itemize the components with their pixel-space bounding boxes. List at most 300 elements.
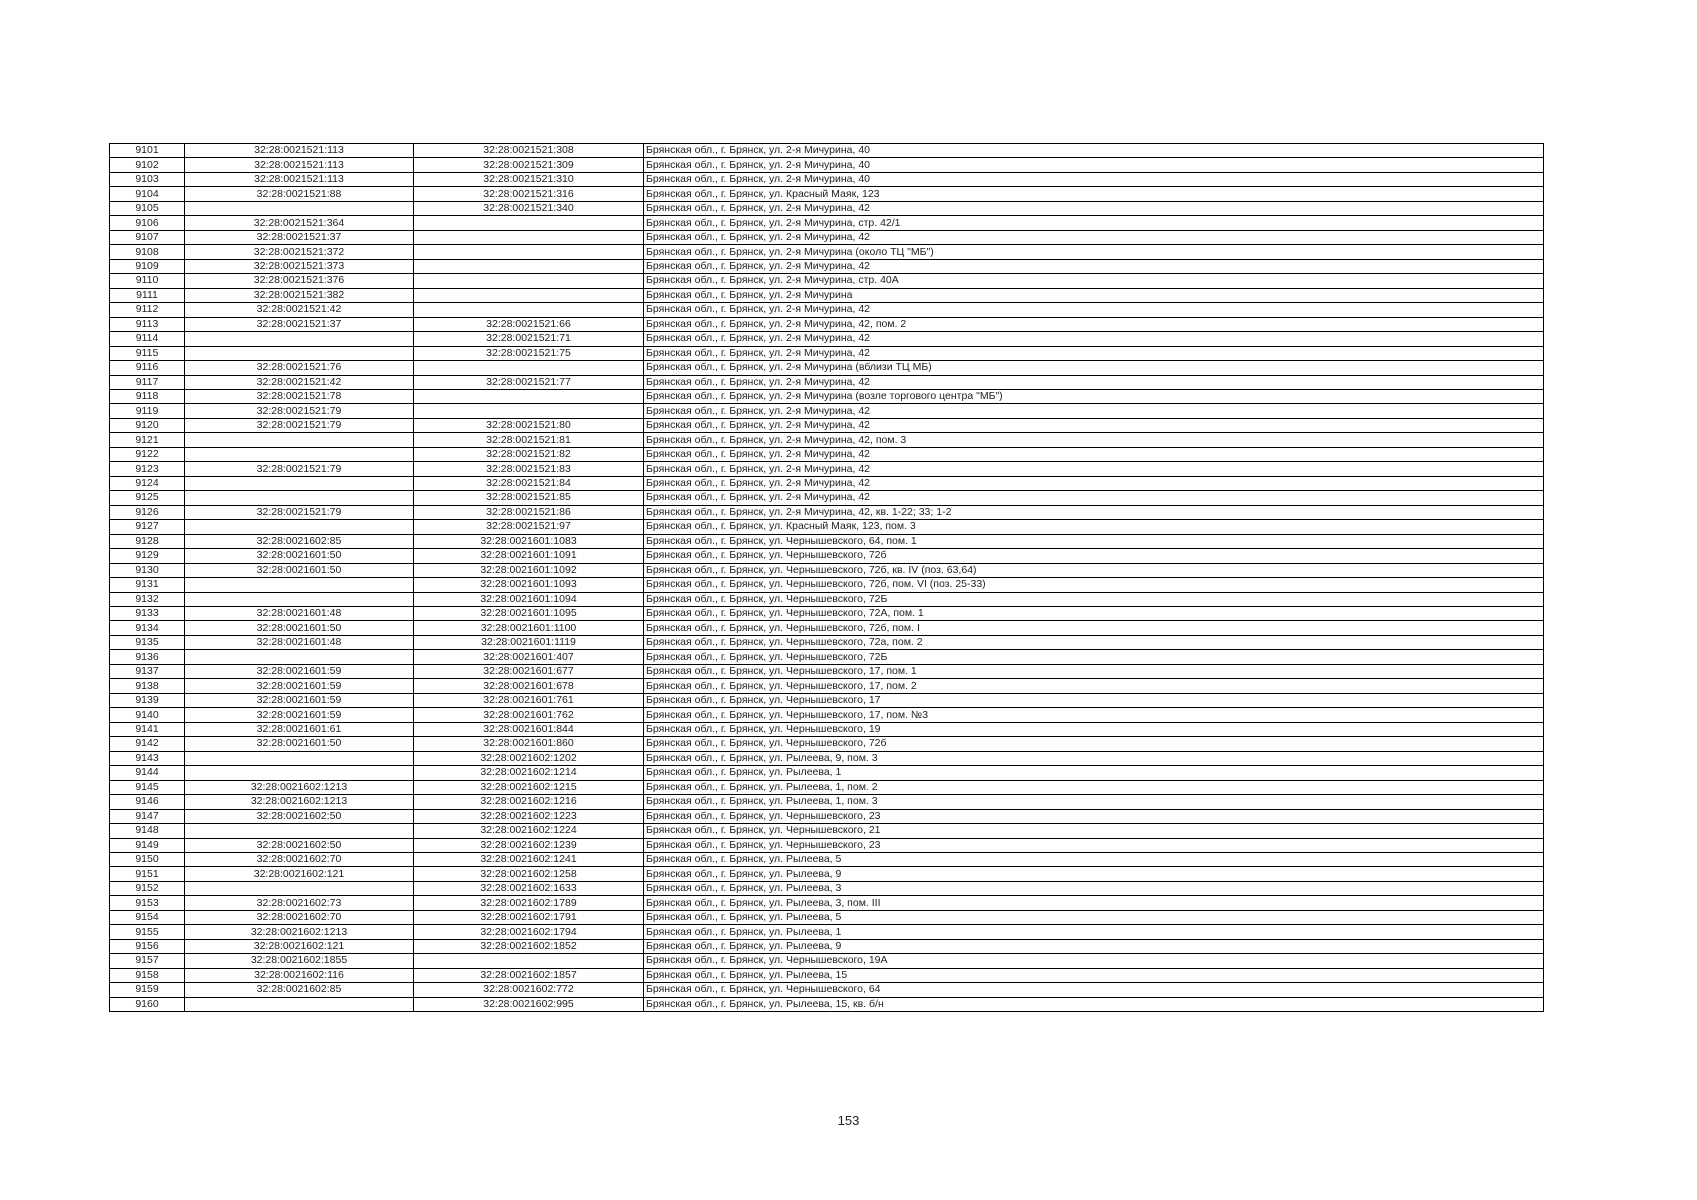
object-number-cell: 32:28:0021602:1224	[414, 824, 644, 838]
page-number: 153	[837, 1113, 860, 1128]
row-number-cell: 9149	[110, 838, 185, 852]
parcel-number-cell: 32:28:0021602:1855	[185, 954, 414, 968]
parcel-number-cell: 32:28:0021521:42	[185, 375, 414, 389]
parcel-number-cell: 32:28:0021602:70	[185, 852, 414, 866]
row-number-cell: 9136	[110, 650, 185, 664]
row-number-cell: 9102	[110, 158, 185, 172]
address-cell: Брянская обл., г. Брянск, ул. Чернышевского, 17, пом. 1	[644, 664, 1544, 678]
address-cell: Брянская обл., г. Брянск, ул. Чернышевского, 19А	[644, 954, 1544, 968]
table-row	[110, 476, 1544, 490]
row-number-cell: 9110	[110, 274, 185, 288]
address-cell: Брянская обл., г. Брянск, ул. Чернышевского, 17	[644, 693, 1544, 707]
object-number-cell	[414, 288, 644, 302]
row-number-cell: 9127	[110, 520, 185, 534]
object-number-cell: 32:28:0021521:310	[414, 172, 644, 186]
address-cell: Брянская обл., г. Брянск, ул. Чернышевского, 21	[644, 824, 1544, 838]
table-row	[110, 708, 1544, 722]
parcel-number-cell	[185, 476, 414, 490]
table-row	[110, 389, 1544, 403]
object-number-cell: 32:28:0021602:1852	[414, 939, 644, 953]
table-row	[110, 317, 1544, 331]
row-number-cell: 9113	[110, 317, 185, 331]
row-number-cell: 9103	[110, 172, 185, 186]
object-number-cell: 32:28:0021602:1223	[414, 809, 644, 823]
row-number-cell: 9124	[110, 476, 185, 490]
row-number-cell: 9108	[110, 245, 185, 259]
row-number-cell: 9153	[110, 896, 185, 910]
object-number-cell: 32:28:0021602:1633	[414, 881, 644, 895]
parcel-number-cell	[185, 650, 414, 664]
table-row	[110, 824, 1544, 838]
table-row	[110, 737, 1544, 751]
parcel-number-cell: 32:28:0021602:70	[185, 910, 414, 924]
object-number-cell	[414, 954, 644, 968]
address-cell: Брянская обл., г. Брянск, ул. Красный Маяк, 123	[644, 187, 1544, 201]
row-number-cell: 9157	[110, 954, 185, 968]
row-number-cell: 9141	[110, 722, 185, 736]
row-number-cell: 9115	[110, 346, 185, 360]
row-number-cell: 9154	[110, 910, 185, 924]
object-number-cell: 32:28:0021521:97	[414, 520, 644, 534]
address-cell: Брянская обл., г. Брянск, ул. Чернышевского, 17, пом. 2	[644, 679, 1544, 693]
parcel-number-cell: 32:28:0021602:1213	[185, 925, 414, 939]
object-number-cell: 32:28:0021601:1119	[414, 635, 644, 649]
table-row	[110, 766, 1544, 780]
parcel-number-cell: 32:28:0021521:113	[185, 172, 414, 186]
address-cell: Брянская обл., г. Брянск, ул. 2-я Мичурина, 42	[644, 230, 1544, 244]
object-number-cell: 32:28:0021601:1091	[414, 549, 644, 563]
row-number-cell: 9118	[110, 389, 185, 403]
cadastral-table	[109, 143, 1544, 1012]
object-number-cell: 32:28:0021521:83	[414, 462, 644, 476]
address-cell: Брянская обл., г. Брянск, ул. 2-я Мичурина	[644, 288, 1544, 302]
row-number-cell: 9144	[110, 766, 185, 780]
table-row	[110, 418, 1544, 432]
table-row	[110, 245, 1544, 259]
object-number-cell	[414, 389, 644, 403]
address-cell: Брянская обл., г. Брянск, ул. Рылеева, 1, пом. 3	[644, 795, 1544, 809]
parcel-number-cell	[185, 447, 414, 461]
object-number-cell: 32:28:0021601:860	[414, 737, 644, 751]
parcel-number-cell	[185, 824, 414, 838]
object-number-cell: 32:28:0021601:1095	[414, 607, 644, 621]
row-number-cell: 9147	[110, 809, 185, 823]
parcel-number-cell: 32:28:0021521:78	[185, 389, 414, 403]
table-row	[110, 259, 1544, 273]
address-cell: Брянская обл., г. Брянск, ул. 2-я Мичурина (около ТЦ "МБ")	[644, 245, 1544, 259]
address-cell: Брянская обл., г. Брянск, ул. Чернышевского, 72б, кв. IV (поз. 63,64)	[644, 563, 1544, 577]
parcel-number-cell: 32:28:0021521:76	[185, 361, 414, 375]
object-number-cell	[414, 274, 644, 288]
object-number-cell: 32:28:0021601:762	[414, 708, 644, 722]
table-row	[110, 433, 1544, 447]
address-cell: Брянская обл., г. Брянск, ул. Рылеева, 3	[644, 881, 1544, 895]
parcel-number-cell: 32:28:0021521:372	[185, 245, 414, 259]
row-number-cell: 9123	[110, 462, 185, 476]
address-cell: Брянская обл., г. Брянск, ул. Рылеева, 1	[644, 925, 1544, 939]
object-number-cell	[414, 230, 644, 244]
address-cell: Брянская обл., г. Брянск, ул. 2-я Мичурина, 40	[644, 172, 1544, 186]
address-cell: Брянская обл., г. Брянск, ул. Рылеева, 5	[644, 852, 1544, 866]
address-cell: Брянская обл., г. Брянск, ул. Рылеева, 9	[644, 867, 1544, 881]
table-row	[110, 852, 1544, 866]
table-row	[110, 780, 1544, 794]
object-number-cell: 32:28:0021602:1214	[414, 766, 644, 780]
table-row	[110, 809, 1544, 823]
object-number-cell: 32:28:0021601:1083	[414, 534, 644, 548]
table-row	[110, 722, 1544, 736]
row-number-cell: 9151	[110, 867, 185, 881]
row-number-cell: 9104	[110, 187, 185, 201]
parcel-number-cell	[185, 881, 414, 895]
address-cell: Брянская обл., г. Брянск, ул. Чернышевского, 23	[644, 809, 1544, 823]
parcel-number-cell: 32:28:0021601:59	[185, 679, 414, 693]
parcel-number-cell: 32:28:0021521:364	[185, 216, 414, 230]
parcel-number-cell	[185, 201, 414, 215]
parcel-number-cell: 32:28:0021601:50	[185, 737, 414, 751]
row-number-cell: 9107	[110, 230, 185, 244]
parcel-number-cell	[185, 346, 414, 360]
object-number-cell: 32:28:0021602:1215	[414, 780, 644, 794]
object-number-cell	[414, 245, 644, 259]
row-number-cell: 9138	[110, 679, 185, 693]
parcel-number-cell: 32:28:0021602:85	[185, 983, 414, 997]
table-row	[110, 505, 1544, 519]
address-cell: Брянская обл., г. Брянск, ул. Чернышевского, 72б	[644, 549, 1544, 563]
row-number-cell: 9145	[110, 780, 185, 794]
address-cell: Брянская обл., г. Брянск, ул. 2-я Мичурина (возле торгового центра "МБ")	[644, 389, 1544, 403]
row-number-cell: 9116	[110, 361, 185, 375]
parcel-number-cell: 32:28:0021521:376	[185, 274, 414, 288]
parcel-number-cell: 32:28:0021521:42	[185, 303, 414, 317]
table-row	[110, 361, 1544, 375]
object-number-cell: 32:28:0021602:1239	[414, 838, 644, 852]
table-row	[110, 838, 1544, 852]
row-number-cell: 9146	[110, 795, 185, 809]
object-number-cell: 32:28:0021602:1216	[414, 795, 644, 809]
object-number-cell	[414, 404, 644, 418]
object-number-cell: 32:28:0021521:84	[414, 476, 644, 490]
parcel-number-cell: 32:28:0021601:59	[185, 708, 414, 722]
table-row	[110, 679, 1544, 693]
object-number-cell: 32:28:0021601:1093	[414, 578, 644, 592]
table-row	[110, 274, 1544, 288]
object-number-cell: 32:28:0021602:1241	[414, 852, 644, 866]
table-row	[110, 404, 1544, 418]
parcel-number-cell	[185, 520, 414, 534]
row-number-cell: 9152	[110, 881, 185, 895]
table-row	[110, 491, 1544, 505]
row-number-cell: 9131	[110, 578, 185, 592]
address-cell: Брянская обл., г. Брянск, ул. 2-я Мичурина, 42, пом. 2	[644, 317, 1544, 331]
parcel-number-cell	[185, 578, 414, 592]
row-number-cell: 9135	[110, 635, 185, 649]
row-number-cell: 9117	[110, 375, 185, 389]
table-row	[110, 635, 1544, 649]
parcel-number-cell: 32:28:0021602:50	[185, 809, 414, 823]
row-number-cell: 9133	[110, 607, 185, 621]
address-cell: Брянская обл., г. Брянск, ул. 2-я Мичурина (вблизи ТЦ МБ)	[644, 361, 1544, 375]
object-number-cell: 32:28:0021521:85	[414, 491, 644, 505]
table-row	[110, 332, 1544, 346]
parcel-number-cell: 32:28:0021602:1213	[185, 780, 414, 794]
table-row	[110, 925, 1544, 939]
table-row	[110, 303, 1544, 317]
object-number-cell: 32:28:0021602:1789	[414, 896, 644, 910]
table-row	[110, 520, 1544, 534]
object-number-cell: 32:28:0021521:340	[414, 201, 644, 215]
table-row	[110, 621, 1544, 635]
table-row	[110, 592, 1544, 606]
table-row	[110, 172, 1544, 186]
object-number-cell	[414, 259, 644, 273]
address-cell: Брянская обл., г. Брянск, ул. Рылеева, 9	[644, 939, 1544, 953]
parcel-number-cell: 32:28:0021521:373	[185, 259, 414, 273]
address-cell: Брянская обл., г. Брянск, ул. 2-я Мичурина, 40	[644, 158, 1544, 172]
parcel-number-cell: 32:28:0021601:50	[185, 621, 414, 635]
row-number-cell: 9130	[110, 563, 185, 577]
table-row	[110, 693, 1544, 707]
address-cell: Брянская обл., г. Брянск, ул. 2-я Мичурина, стр. 40А	[644, 274, 1544, 288]
table-row	[110, 158, 1544, 172]
parcel-number-cell: 32:28:0021602:121	[185, 867, 414, 881]
address-cell: Брянская обл., г. Брянск, ул. 2-я Мичурина, 42, пом. 3	[644, 433, 1544, 447]
address-cell: Брянская обл., г. Брянск, ул. 2-я Мичурина, 42	[644, 491, 1544, 505]
object-number-cell: 32:28:0021602:1794	[414, 925, 644, 939]
table-row	[110, 346, 1544, 360]
row-number-cell: 9140	[110, 708, 185, 722]
address-cell: Брянская обл., г. Брянск, ул. Красный Маяк, 123, пом. 3	[644, 520, 1544, 534]
table-row	[110, 447, 1544, 461]
address-cell: Брянская обл., г. Брянск, ул. Чернышевского, 72а, пом. 2	[644, 635, 1544, 649]
address-cell: Брянская обл., г. Брянск, ул. Чернышевского, 23	[644, 838, 1544, 852]
parcel-number-cell: 32:28:0021602:121	[185, 939, 414, 953]
address-cell: Брянская обл., г. Брянск, ул. Чернышевского, 72б	[644, 737, 1544, 751]
row-number-cell: 9105	[110, 201, 185, 215]
object-number-cell: 32:28:0021602:1857	[414, 968, 644, 982]
row-number-cell: 9125	[110, 491, 185, 505]
parcel-number-cell: 32:28:0021601:59	[185, 693, 414, 707]
parcel-number-cell: 32:28:0021521:37	[185, 230, 414, 244]
parcel-number-cell: 32:28:0021521:382	[185, 288, 414, 302]
table-row	[110, 896, 1544, 910]
parcel-number-cell: 32:28:0021602:73	[185, 896, 414, 910]
table-row	[110, 939, 1544, 953]
table-row	[110, 216, 1544, 230]
address-cell: Брянская обл., г. Брянск, ул. Рылеева, 3, пом. III	[644, 896, 1544, 910]
address-cell: Брянская обл., г. Брянск, ул. 2-я Мичурина, 42	[644, 404, 1544, 418]
address-cell: Брянская обл., г. Брянск, ул. Рылеева, 9, пом. 3	[644, 751, 1544, 765]
table-row	[110, 201, 1544, 215]
parcel-number-cell: 32:28:0021521:79	[185, 418, 414, 432]
address-cell: Брянская обл., г. Брянск, ул. Рылеева, 15, кв. б/н	[644, 997, 1544, 1011]
parcel-number-cell: 32:28:0021521:113	[185, 158, 414, 172]
parcel-number-cell: 32:28:0021602:50	[185, 838, 414, 852]
address-cell: Брянская обл., г. Брянск, ул. 2-я Мичурина, 42	[644, 375, 1544, 389]
table-row	[110, 534, 1544, 548]
address-cell: Брянская обл., г. Брянск, ул. 2-я Мичурина, 42	[644, 476, 1544, 490]
address-cell: Брянская обл., г. Брянск, ул. 2-я Мичурина, 42	[644, 462, 1544, 476]
address-cell: Брянская обл., г. Брянск, ул. Чернышевского, 72Б	[644, 592, 1544, 606]
table-row	[110, 578, 1544, 592]
object-number-cell: 32:28:0021602:1258	[414, 867, 644, 881]
object-number-cell: 32:28:0021601:1092	[414, 563, 644, 577]
row-number-cell: 9150	[110, 852, 185, 866]
table-row	[110, 563, 1544, 577]
parcel-number-cell	[185, 433, 414, 447]
row-number-cell: 9120	[110, 418, 185, 432]
table-row	[110, 288, 1544, 302]
row-number-cell: 9121	[110, 433, 185, 447]
row-number-cell: 9132	[110, 592, 185, 606]
parcel-number-cell	[185, 766, 414, 780]
object-number-cell: 32:28:0021521:86	[414, 505, 644, 519]
parcel-number-cell: 32:28:0021601:48	[185, 635, 414, 649]
parcel-number-cell: 32:28:0021601:50	[185, 563, 414, 577]
table-row	[110, 983, 1544, 997]
row-number-cell: 9101	[110, 144, 185, 158]
row-number-cell: 9139	[110, 693, 185, 707]
address-cell: Брянская обл., г. Брянск, ул. Рылеева, 1, пом. 2	[644, 780, 1544, 794]
object-number-cell: 32:28:0021601:678	[414, 679, 644, 693]
row-number-cell: 9156	[110, 939, 185, 953]
address-cell: Брянская обл., г. Брянск, ул. Рылеева, 5	[644, 910, 1544, 924]
table-row	[110, 795, 1544, 809]
table-row	[110, 968, 1544, 982]
object-number-cell: 32:28:0021521:81	[414, 433, 644, 447]
object-number-cell: 32:28:0021601:677	[414, 664, 644, 678]
object-number-cell: 32:28:0021602:772	[414, 983, 644, 997]
address-cell: Брянская обл., г. Брянск, ул. Рылеева, 15	[644, 968, 1544, 982]
parcel-number-cell: 32:28:0021602:1213	[185, 795, 414, 809]
parcel-number-cell	[185, 332, 414, 346]
parcel-number-cell: 32:28:0021521:79	[185, 505, 414, 519]
object-number-cell: 32:28:0021521:75	[414, 346, 644, 360]
table-row	[110, 751, 1544, 765]
object-number-cell: 32:28:0021601:761	[414, 693, 644, 707]
address-cell: Брянская обл., г. Брянск, ул. Рылеева, 1	[644, 766, 1544, 780]
object-number-cell: 32:28:0021601:407	[414, 650, 644, 664]
address-cell: Брянская обл., г. Брянск, ул. Чернышевского, 19	[644, 722, 1544, 736]
parcel-number-cell: 32:28:0021602:116	[185, 968, 414, 982]
object-number-cell: 32:28:0021602:1791	[414, 910, 644, 924]
row-number-cell: 9142	[110, 737, 185, 751]
row-number-cell: 9128	[110, 534, 185, 548]
address-cell: Брянская обл., г. Брянск, ул. 2-я Мичурина, 42	[644, 201, 1544, 215]
table-row	[110, 910, 1544, 924]
row-number-cell: 9112	[110, 303, 185, 317]
row-number-cell: 9158	[110, 968, 185, 982]
parcel-number-cell	[185, 592, 414, 606]
row-number-cell: 9111	[110, 288, 185, 302]
parcel-number-cell: 32:28:0021601:59	[185, 664, 414, 678]
object-number-cell: 32:28:0021521:77	[414, 375, 644, 389]
table-row	[110, 187, 1544, 201]
address-cell: Брянская обл., г. Брянск, ул. Чернышевского, 17, пом. №3	[644, 708, 1544, 722]
table-row	[110, 881, 1544, 895]
row-number-cell: 9160	[110, 997, 185, 1011]
object-number-cell: 32:28:0021521:316	[414, 187, 644, 201]
object-number-cell: 32:28:0021602:1202	[414, 751, 644, 765]
parcel-number-cell: 32:28:0021601:61	[185, 722, 414, 736]
table-row	[110, 230, 1544, 244]
parcel-number-cell: 32:28:0021521:79	[185, 404, 414, 418]
row-number-cell: 9119	[110, 404, 185, 418]
object-number-cell: 32:28:0021521:80	[414, 418, 644, 432]
object-number-cell: 32:28:0021521:308	[414, 144, 644, 158]
row-number-cell: 9106	[110, 216, 185, 230]
table-row	[110, 997, 1544, 1011]
row-number-cell: 9148	[110, 824, 185, 838]
row-number-cell: 9122	[110, 447, 185, 461]
address-cell: Брянская обл., г. Брянск, ул. Чернышевского, 72Б	[644, 650, 1544, 664]
object-number-cell: 32:28:0021601:844	[414, 722, 644, 736]
table-row	[110, 462, 1544, 476]
address-cell: Брянская обл., г. Брянск, ул. 2-я Мичурина, стр. 42/1	[644, 216, 1544, 230]
row-number-cell: 9114	[110, 332, 185, 346]
object-number-cell: 32:28:0021521:82	[414, 447, 644, 461]
object-number-cell: 32:28:0021521:71	[414, 332, 644, 346]
address-cell: Брянская обл., г. Брянск, ул. Чернышевского, 64	[644, 983, 1544, 997]
table-row	[110, 607, 1544, 621]
row-number-cell: 9126	[110, 505, 185, 519]
table-body	[110, 144, 1544, 1012]
address-cell: Брянская обл., г. Брянск, ул. Чернышевского, 72А, пом. 1	[644, 607, 1544, 621]
object-number-cell: 32:28:0021601:1094	[414, 592, 644, 606]
parcel-number-cell: 32:28:0021601:50	[185, 549, 414, 563]
table-row	[110, 144, 1544, 158]
row-number-cell: 9159	[110, 983, 185, 997]
table-row	[110, 664, 1544, 678]
object-number-cell	[414, 216, 644, 230]
parcel-number-cell: 32:28:0021521:37	[185, 317, 414, 331]
row-number-cell: 9109	[110, 259, 185, 273]
table-row	[110, 867, 1544, 881]
row-number-cell: 9137	[110, 664, 185, 678]
parcel-number-cell	[185, 751, 414, 765]
address-cell: Брянская обл., г. Брянск, ул. 2-я Мичурина, 42	[644, 447, 1544, 461]
address-cell: Брянская обл., г. Брянск, ул. 2-я Мичурина, 42	[644, 303, 1544, 317]
row-number-cell: 9155	[110, 925, 185, 939]
parcel-number-cell: 32:28:0021601:48	[185, 607, 414, 621]
parcel-number-cell: 32:28:0021521:88	[185, 187, 414, 201]
address-cell: Брянская обл., г. Брянск, ул. 2-я Мичурина, 42	[644, 346, 1544, 360]
parcel-number-cell: 32:28:0021521:79	[185, 462, 414, 476]
table-row	[110, 650, 1544, 664]
table-row	[110, 954, 1544, 968]
parcel-number-cell	[185, 491, 414, 505]
object-number-cell: 32:28:0021601:1100	[414, 621, 644, 635]
object-number-cell: 32:28:0021602:995	[414, 997, 644, 1011]
address-cell: Брянская обл., г. Брянск, ул. 2-я Мичурина, 42	[644, 332, 1544, 346]
address-cell: Брянская обл., г. Брянск, ул. Чернышевского, 64, пом. 1	[644, 534, 1544, 548]
parcel-number-cell: 32:28:0021521:113	[185, 144, 414, 158]
address-cell: Брянская обл., г. Брянск, ул. 2-я Мичурина, 40	[644, 144, 1544, 158]
parcel-number-cell	[185, 997, 414, 1011]
object-number-cell	[414, 303, 644, 317]
table-row	[110, 549, 1544, 563]
address-cell: Брянская обл., г. Брянск, ул. Чернышевского, 72б, пом. I	[644, 621, 1544, 635]
address-cell: Брянская обл., г. Брянск, ул. 2-я Мичурина, 42	[644, 259, 1544, 273]
object-number-cell	[414, 361, 644, 375]
object-number-cell: 32:28:0021521:66	[414, 317, 644, 331]
row-number-cell: 9129	[110, 549, 185, 563]
row-number-cell: 9143	[110, 751, 185, 765]
row-number-cell: 9134	[110, 621, 185, 635]
address-cell: Брянская обл., г. Брянск, ул. Чернышевского, 72б, пом. VI (поз. 25-33)	[644, 578, 1544, 592]
table-row	[110, 375, 1544, 389]
object-number-cell: 32:28:0021521:309	[414, 158, 644, 172]
